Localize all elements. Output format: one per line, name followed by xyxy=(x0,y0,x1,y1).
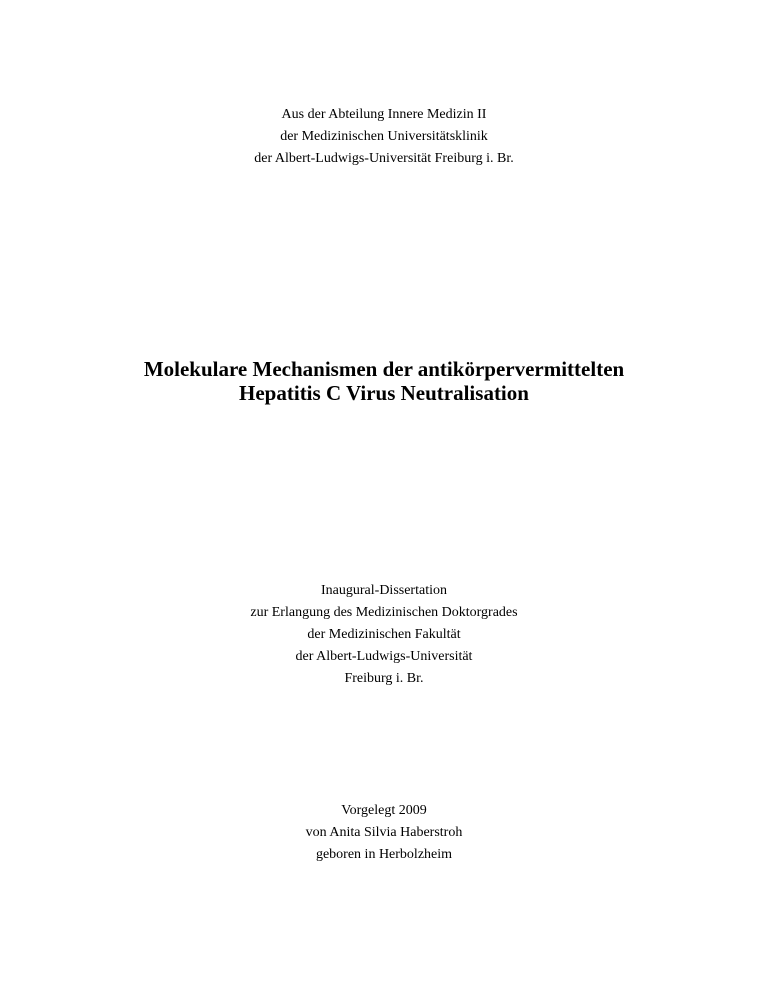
department-line: der Medizinischen Universitätsklinik xyxy=(280,129,488,144)
author-info xyxy=(0,800,768,866)
title-line-1: Molekulare Mechanismen der antikörpervermittelten xyxy=(143,357,625,381)
title-line-2: Hepatitis C Virus Neutralisation xyxy=(239,381,529,405)
dissertation-line: zur Erlangung des Medizinischen Doktorgrades xyxy=(250,605,518,620)
dissertation-line: der Medizinischen Fakultät xyxy=(307,627,461,642)
department-header xyxy=(0,104,768,170)
dissertation-line: Freiburg i. Br. xyxy=(344,671,424,686)
author-name: von Anita Silvia Haberstroh xyxy=(305,825,463,840)
department-line: Aus der Abteilung Innere Medizin II xyxy=(281,107,487,122)
birthplace: geboren in Herbolzheim xyxy=(315,847,453,862)
department-line: der Albert-Ludwigs-Universität Freiburg i. Br. xyxy=(254,151,514,166)
dissertation-info xyxy=(0,580,768,690)
submission-year: Vorgelegt 2009 xyxy=(341,803,427,818)
dissertation-line: Inaugural-Dissertation xyxy=(321,583,447,598)
dissertation-title xyxy=(0,357,768,405)
dissertation-line: der Albert-Ludwigs-Universität xyxy=(295,649,473,664)
